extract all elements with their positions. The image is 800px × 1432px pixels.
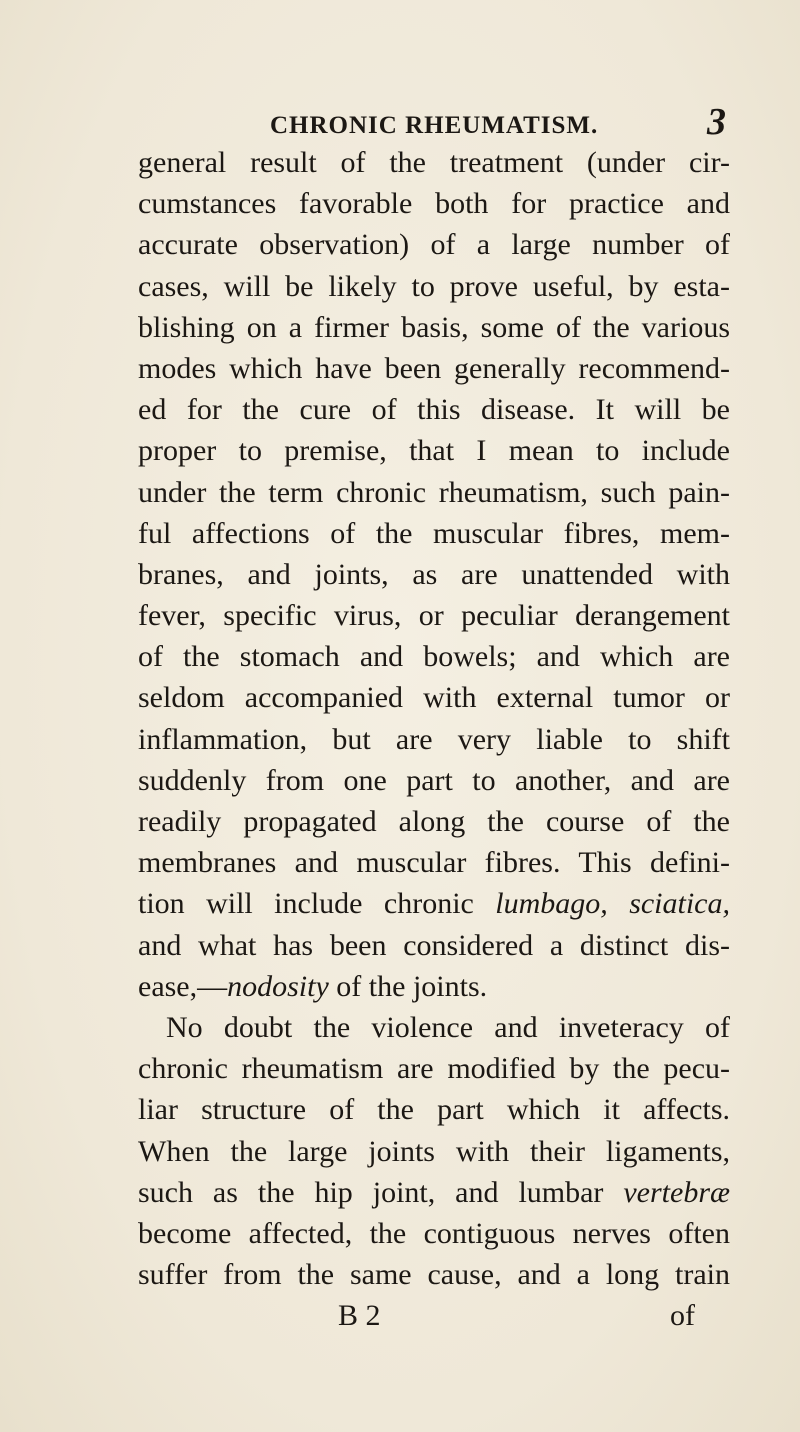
italic-term-lumbago: lumbago, <box>495 887 608 921</box>
text-line: under the term chronic rheumatism, such pain- <box>138 475 730 509</box>
text-line: chronic rheumatism are modified by the pecu- <box>138 1052 730 1086</box>
text-line: membranes and muscular fibres. This defini- <box>138 846 730 880</box>
text-line: When the large joints with their ligaments, <box>138 1134 730 1168</box>
signature-mark: B 2 <box>338 1299 381 1333</box>
text-line: blishing on a firmer basis, some of the various <box>138 310 730 344</box>
text-line: and what has been considered a distinct dis- <box>138 928 730 962</box>
text-line: become affected, the contiguous nerves often <box>138 1216 730 1250</box>
text-line: accurate observation) of a large number of <box>138 228 730 262</box>
text-line: suffer from the same cause, and a long train <box>138 1258 730 1292</box>
text-line: of the stomach and bowels; and which are <box>138 640 730 674</box>
text-line: ful affections of the muscular fibres, mem- <box>138 516 730 550</box>
text-line: fever, specific virus, or peculiar derangement <box>138 599 730 633</box>
text-line: inflammation, but are very liable to shift <box>138 722 730 756</box>
text-run <box>608 887 629 920</box>
text-line <box>138 1172 730 1213</box>
text-run: such as the hip joint, and lumbar <box>138 1175 624 1209</box>
text-line <box>138 883 730 924</box>
body-text <box>138 142 730 1336</box>
catchword: of <box>670 1299 695 1333</box>
text-line: branes, and joints, as are unattended with <box>138 557 730 591</box>
text-run: of the joints. <box>328 969 488 1003</box>
text-line: modes which have been generally recommend- <box>138 351 730 385</box>
text-line: suddenly from one part to another, and are <box>138 763 730 797</box>
text-run: tion will include chronic <box>138 887 496 921</box>
text-line: seldom accompanied with external tumor or <box>138 681 730 715</box>
text-line: proper to premise, that I mean to include <box>138 434 730 468</box>
text-line: cumstances favorable both for practice and <box>138 187 730 221</box>
italic-term-vertebrae: vertebræ <box>623 1175 730 1209</box>
text-line: cases, will be likely to prove useful, by esta- <box>138 269 730 303</box>
text-line: general result of the treatment (under cir- <box>138 146 730 179</box>
text-run: ease,— <box>138 969 228 1003</box>
text-line: readily propagated along the course of the <box>138 805 730 838</box>
paragraph-start-line: No doubt the violence and inveteracy of <box>166 1010 730 1044</box>
running-head <box>270 100 730 143</box>
page-number: 3 <box>707 101 726 143</box>
paragraph-end-line <box>138 966 730 1007</box>
text-line: ed for the cure of this disease. It will be <box>138 393 730 427</box>
italic-term-sciatica: sciatica, <box>629 887 730 921</box>
text-line: liar structure of the part which it affects. <box>138 1093 730 1127</box>
italic-term-nodosity: nodosity <box>227 969 329 1003</box>
signature-line <box>138 1295 730 1336</box>
running-title: CHRONIC RHEUMATISM. <box>270 112 599 139</box>
